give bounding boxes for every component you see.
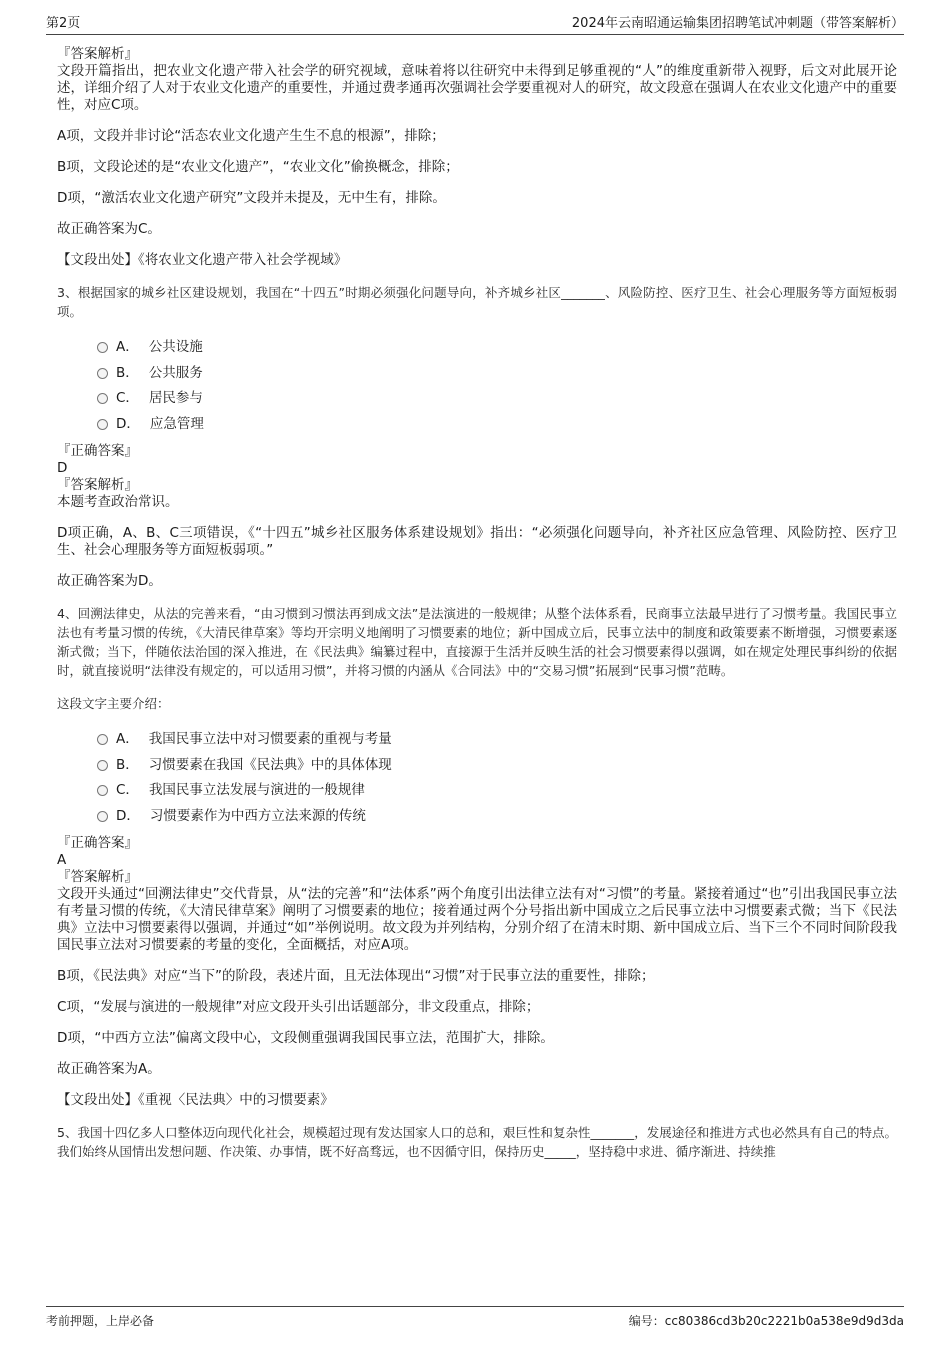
passage-source: 【文段出处】《重视〈民法典〉中的习惯要素》: [57, 1092, 334, 1108]
correct-answer-label: 『正确答案』: [57, 835, 138, 851]
analysis-paragraph: D项，“激活农业文化遗产研究”文段并未提及，无中生有，排除。: [57, 190, 446, 206]
question-4-options: [97, 727, 897, 829]
radio-icon[interactable]: [97, 342, 108, 353]
page-header: [46, 14, 904, 35]
analysis-paragraph: A项，文段并非讨论“活态农业文化遗产生生不息的根源”，排除；: [57, 128, 445, 144]
option-d[interactable]: D． 习惯要素作为中西方立法来源的传统: [97, 804, 897, 830]
analysis-paragraph: D项正确，A、B、C三项错误，《“十四五”城乡社区服务体系建设规划》指出：“必须强化问题导向，补齐社区应急管理、风险防控、医疗卫生、社会心理服务等方面短板弱项。”: [57, 525, 897, 558]
analysis-paragraph: D项，“中西方立法”偏离文段中心，文段侧重强调我国民事立法，范围扩大，排除。: [57, 1030, 554, 1046]
option-c[interactable]: C． 我国民事立法发展与演进的一般规律: [97, 778, 897, 804]
analysis-label: 『答案解析』: [57, 46, 138, 62]
option-b[interactable]: B． 习惯要素在我国《民法典》中的具体体现: [97, 753, 897, 779]
correct-answer: A: [57, 852, 67, 868]
analysis-paragraph: 文段开篇指出，把农业文化遗产带入社会学的研究视域，意味着将以往研究中未得到足够重视的“人”的维度重新带入视野，后文对此展开论述，详细介绍了人对于农业文化遗产的重要性，并通过费孝通再次强调社会学要重视对人的研究，故文段意在强调人在农业文化遗产中的重要性，对应C项。: [57, 63, 897, 113]
document-title: 2024年云南昭通运输集团招聘笔试冲刺题（带答案解析）: [571, 16, 904, 31]
page-number: 第2页: [46, 16, 81, 31]
question-3-text: 3、根据国家的城乡社区建设规划，我国在“十四五”时期必须强化问题导向，补齐城乡社区_______、风险防控、医疗卫生、社会心理服务等方面短板弱项。: [57, 285, 897, 319]
radio-icon[interactable]: [97, 419, 108, 430]
analysis-paragraph: 故正确答案为D。: [57, 573, 162, 589]
document-body: [57, 46, 897, 1175]
correct-answer: D: [57, 460, 68, 476]
option-d[interactable]: D． 应急管理: [97, 412, 897, 438]
page-footer: [46, 1306, 904, 1329]
footer-slogan: 考前押题，上岸必备: [46, 1314, 155, 1328]
analysis-paragraph: C项，“发展与演进的一般规律”对应文段开头引出话题部分，非文段重点，排除；: [57, 999, 540, 1015]
radio-icon[interactable]: [97, 811, 108, 822]
radio-icon[interactable]: [97, 368, 108, 379]
radio-icon[interactable]: [97, 393, 108, 404]
analysis-label: 『答案解析』: [57, 869, 138, 885]
analysis-paragraph: B项，文段论述的是“农业文化遗产”，“农业文化”偷换概念，排除；: [57, 159, 459, 175]
question-4-text: 4、回溯法律史，从法的完善来看，“由习惯到习惯法再到成文法”是法演进的一般规律；从整个法体系看，民商事立法最早进行了习惯考量。我国民事立法也有考量习惯的传统，《大清民律草案》等均开宗明义地阐明了习惯要素的地位；新中国成立后，民事立法中的制度和政策要素不断增强，习惯要素逐渐式微；当下，伴随依法治国的深入推进，在《民法典》编纂过程中，直接源于生活并反映生活的社会习惯要素得以强调，如在规定处理民事纠纷的依据时，就直接说明“法律没有规定的，可以适用习惯”，并将习惯的内涵从《合同法》中的“交易习惯”拓展到“民事习惯”范畴。: [57, 606, 897, 678]
radio-icon[interactable]: [97, 734, 108, 745]
analysis-label: 『答案解析』: [57, 477, 138, 493]
option-c[interactable]: C． 居民参与: [97, 386, 897, 412]
question-5-text: 5、我国十四亿多人口整体迈向现代化社会，规模超过现有发达国家人口的总和，艰巨性和复杂性_______，发展途径和推进方式也必然具有自己的特点。我们始终从国情出发想问题、作决策、办事情，既不好高骛远，也不因循守旧，保持历史_____，坚持稳中求进、循序渐进、持续推: [57, 1125, 897, 1159]
question-4-prompt: 这段文字主要介绍：: [57, 696, 170, 711]
analysis-paragraph: 故正确答案为C。: [57, 221, 161, 237]
radio-icon[interactable]: [97, 785, 108, 796]
option-a[interactable]: A． 公共设施: [97, 335, 897, 361]
analysis-paragraph: B项，《民法典》对应“当下”的阶段，表述片面，且无法体现出“习惯”对于民事立法的重要性，排除；: [57, 968, 655, 984]
option-a[interactable]: A． 我国民事立法中对习惯要素的重视与考量: [97, 727, 897, 753]
question-3-options: [97, 335, 897, 437]
document-code: 编号：cc80386cd3b20c2221b0a538e9d9d3da: [628, 1314, 904, 1328]
analysis-paragraph: 本题考查政治常识。: [57, 494, 179, 510]
option-b[interactable]: B． 公共服务: [97, 361, 897, 387]
analysis-paragraph: 故正确答案为A。: [57, 1061, 161, 1077]
analysis-paragraph: 文段开头通过“回溯法律史”交代背景，从“法的完善”和“法体系”两个角度引出法律立法有对“习惯”的考量。紧接着通过“也”引出我国民事立法有考量习惯的传统，《大清民律草案》阐明了习惯要素的地位；接着通过两个分号指出新中国成立之后民事立法中习惯要素式微；当下《民法典》立法中习惯要素得以强调，并通过“如”举例说明。故文段为并列结构，分别介绍了在清末时期、新中国成立后、当下三个不同时间阶段我国民事立法对习惯要素的考量的变化，全面概括，对应A项。: [57, 886, 897, 953]
radio-icon[interactable]: [97, 760, 108, 771]
passage-source: 【文段出处】《将农业文化遗产带入社会学视域》: [57, 252, 348, 268]
correct-answer-label: 『正确答案』: [57, 443, 138, 459]
